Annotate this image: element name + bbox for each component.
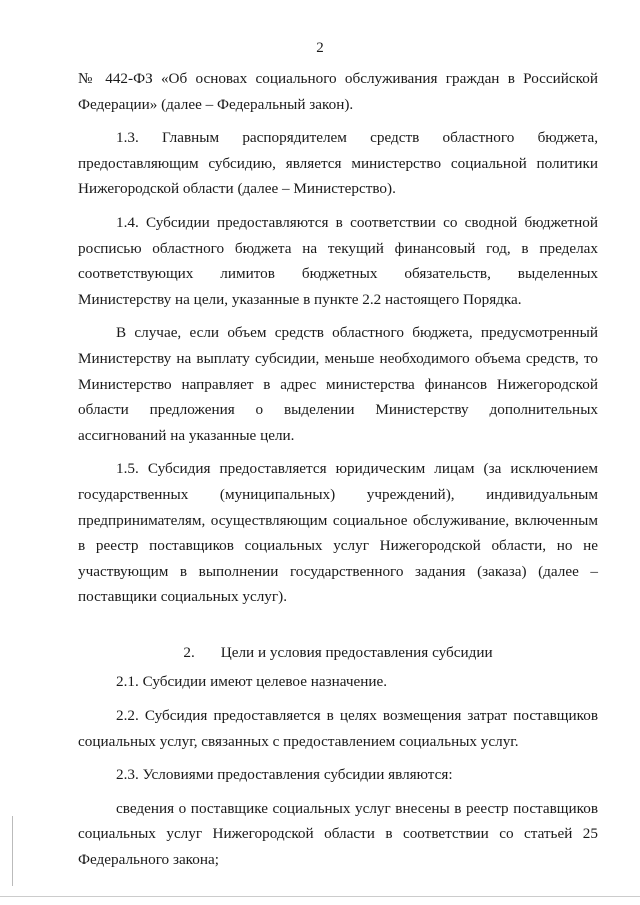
section-title: Цели и условия предоставления субсидии — [220, 643, 493, 661]
paragraph-law-reference: № 442-ФЗ «Об основах социального обслуживания граждан в Российской Федерации» (далее – Федеральный закон). — [78, 70, 598, 113]
section-heading — [78, 640, 598, 666]
page-number: 2 — [316, 40, 324, 56]
paragraph-1-3: 1.3. Главным распорядителем средств областного бюджета, предоставляющим субсидию, является министерство социальной политики Нижегородской области (далее – Министерство). — [78, 129, 598, 198]
paragraph-2-3: 2.3. Условиями предоставления субсидии являются: — [116, 766, 453, 784]
paragraph-1-4: 1.4. Субсидии предоставляются в соответствии со сводной бюджетной росписью областного бюджета на текущий финансовый год, в пределах соответствующих лимитов бюджетных обязательств, выделенных Министерству на цели, указанные в пункте 2.2 настоящего Порядка. — [78, 213, 598, 308]
paragraph-2-1: 2.1. Субсидии имеют целевое назначение. — [116, 673, 388, 691]
paragraph-2-2: 2.2. Субсидия предоставляется в целях возмещения затрат поставщиков социальных услуг, связанных с предоставлением социальных услуг. — [78, 707, 598, 750]
paragraph-1-5: 1.5. Субсидия предоставляется юридическим лицам (за исключением государственных (муниципальных) учреждений), индивидуальным предпринимателям, осуществляющим социальное обслуживание, включенным в реестр поставщиков социальных услуг Нижегородской области, но не участвующим в выполнении государственного задания (заказа) (далее – поставщики социальных услуг). — [78, 460, 598, 606]
paragraph-1-4-continuation: В случае, если объем средств областного бюджета, предусмотренный Министерству на выплату субсидии, меньше необходимого объема средств, то Министерство направляет в адрес министерства финансов Нижегородской области предложения о выделении Министерству дополнительных ассигнований на указанные цели. — [78, 324, 598, 444]
section-number: 2. — [183, 643, 195, 661]
scan-mark-bottom — [0, 896, 640, 897]
scan-mark-left — [12, 816, 13, 886]
paragraph-2-3-item: сведения о поставщике социальных услуг внесены в реестр поставщиков социальных услуг Нижегородской области в соответствии со статьей 25 Федерального закона; — [78, 799, 598, 869]
document-body — [78, 66, 598, 873]
